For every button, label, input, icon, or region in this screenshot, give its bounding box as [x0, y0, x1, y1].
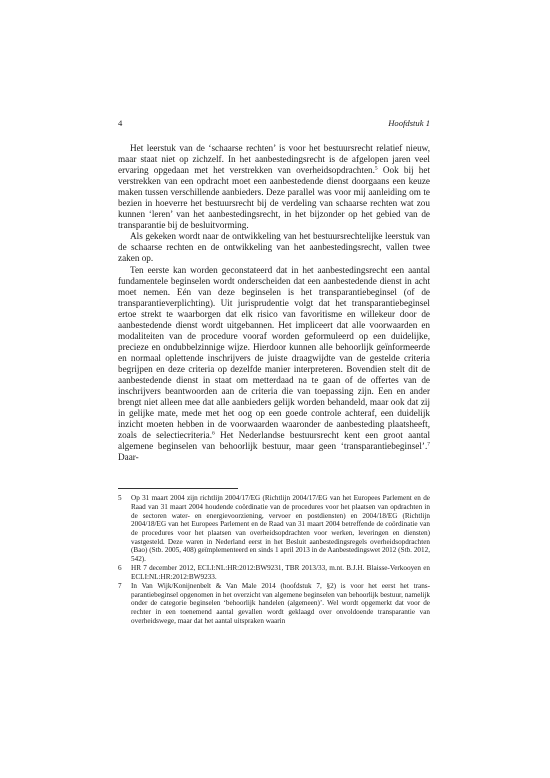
- footnote-divider: [118, 488, 238, 489]
- footnote-number: 5: [118, 494, 122, 503]
- footnote-text: HR 7 december 2012, ECLI:NL:HR:2012:BW9231, TBR 2013/33, m.nt. B.J.H. Blaisse-Verkooyen en ECLI:NL:HR:2012:BW9233.: [131, 564, 430, 581]
- footnotes: [118, 494, 430, 625]
- chapter-title: Hoofdstuk 1: [388, 118, 430, 128]
- footnote-6: [118, 564, 430, 581]
- footnote-text: Op 31 maart 2004 zijn richtlijn 2004/17/EG (Richtlijn 2004/17/EG van het Europees Parlement en de Raad van 31 maart 2004 houdende coördinatie van de procedures voor het plaatsen van opdrachten in de sectoren water- en energievoorziening, vervoer en postdiensten) en 2004/18/EG (Richtlijn 2004/18/EG van het Europees Parlement en de Raad van 31 maart 2004 betreffende de coördinatie van de procedures voor het plaatsen van overheidsopdrachten voor werken, leveringen en diensten) vastgesteld. Deze waren in Nederland eerst in het Besluit aanbestedingsregels overheidsopdrachten (Bao) (Stb. 2005, 408) geïmplementeerd en sinds 1 april 2013 in de Aanbestedingswet 2012 (Stb. 2012, 542).: [131, 494, 430, 563]
- footnote-text: In Van Wijk/Konijnenbelt & Van Male 2014 (hoofdstuk 7, §2) is voor het eerst het transparantiebeginsel opgenomen in het overzicht van algemene beginselen van behoorlijk bestuur, namelijk onder de categorie beginselen ‘behoorlijk handelen (algemeen)’. Wel wordt opgemerkt dat voor de rechter in een toenemend aantal gevallen wordt geklaagd over onvoldoende transparantie van overheidswege, maar dat het aantal uitspraken waarin: [131, 581, 430, 625]
- page-number: 4: [118, 118, 123, 128]
- footnote-ref-5[interactable]: 5: [374, 165, 378, 172]
- paragraph-2: Als gekeken wordt naar de ontwikkeling van het bestuursrechtelijke leerstuk van de schaarse rechten en de ontwikkeling van het aanbestedingsrecht, vallen twee zaken op.: [118, 231, 430, 264]
- paragraph-3: Ten eerste kan worden geconstateerd dat in het aanbestedingsrecht een aantal fundamentele beginselen wordt onderscheiden dat een aanbestedende dienst in acht moet nemen. Eén van deze beginselen is het transparantiebeginsel (of de transparantieverplichting). Uit jurisprudentie volgt dat het transparantiebeginsel ertoe strekt te waarborgen dat elk risico van favoritisme en willekeur door de aanbestedende dienst wordt uitgebannen. Het impliceert dat alle voorwaarden en modaliteiten van de procedure vooraf worden geformuleerd op een duidelijke, precieze en ondubbelzinnige wijze. Hierdoor kunnen alle behoorlijk geïnformeerde en normaal oplettende inschrijvers de juiste draagwijdte van de gestelde criteria begrijpen en deze criteria op dezelfde manier interpreteren. Bovendien stelt dit de aanbestedende dienst in staat om metterdaad na te gaan of de offertes van de inschrijvers beantwoorden aan de criteria die van toepassing zijn. Een en ander brengt niet alleen mee dat alle aanbieders gelijk worden behandeld, maar ook dat zij in gelijke mate, mede met het oog op een goede controle achteraf, een duidelijk inzicht moeten hebben in de voorwaarden waaronder de aanbesteding plaatsheeft, zoals de selectiecriteria.$^6$ Het Nederlandse bestuursrecht kent een groot aantal algemene beginselen van behoorlijk bestuur, maar geen ‘transparantiebeginsel’.$^7$ Daar-: [118, 264, 431, 463]
- footnote-7: [118, 582, 430, 625]
- footnote-5: [118, 494, 430, 563]
- body-text: [118, 143, 430, 463]
- running-header: [118, 118, 430, 129]
- document-page: [118, 118, 430, 626]
- footnote-ref-7[interactable]: 7: [427, 441, 430, 448]
- footnote-number: 7: [118, 581, 122, 590]
- footnote-ref-6[interactable]: 6: [212, 430, 215, 437]
- paragraph-1: Het leerstuk van de ‘schaarse rechten’ is voor het bestuursrecht relatief nieuw, maar staat niet op zichzelf. In het aanbestedingsrecht is de afgelopen jaren veel ervaring opgedaan met het verstrekken van overheidsopdrachten.$^5$ Ook bij het verstrekken van een opdracht moet een aanbestedende dienst doorgaans een keuze maken tussen verschillende aanbieders. Deze parallel was voor mij aanleiding om te bezien in hoeverre het bestuursrecht bij de verdeling van schaarse rechten wat zou kunnen ‘leren’ van het aanbestedingsrecht, in het bijzonder op het gebied van de transparantie bij de besluitvorming.: [118, 143, 430, 231]
- footnote-number: 6: [118, 564, 122, 573]
